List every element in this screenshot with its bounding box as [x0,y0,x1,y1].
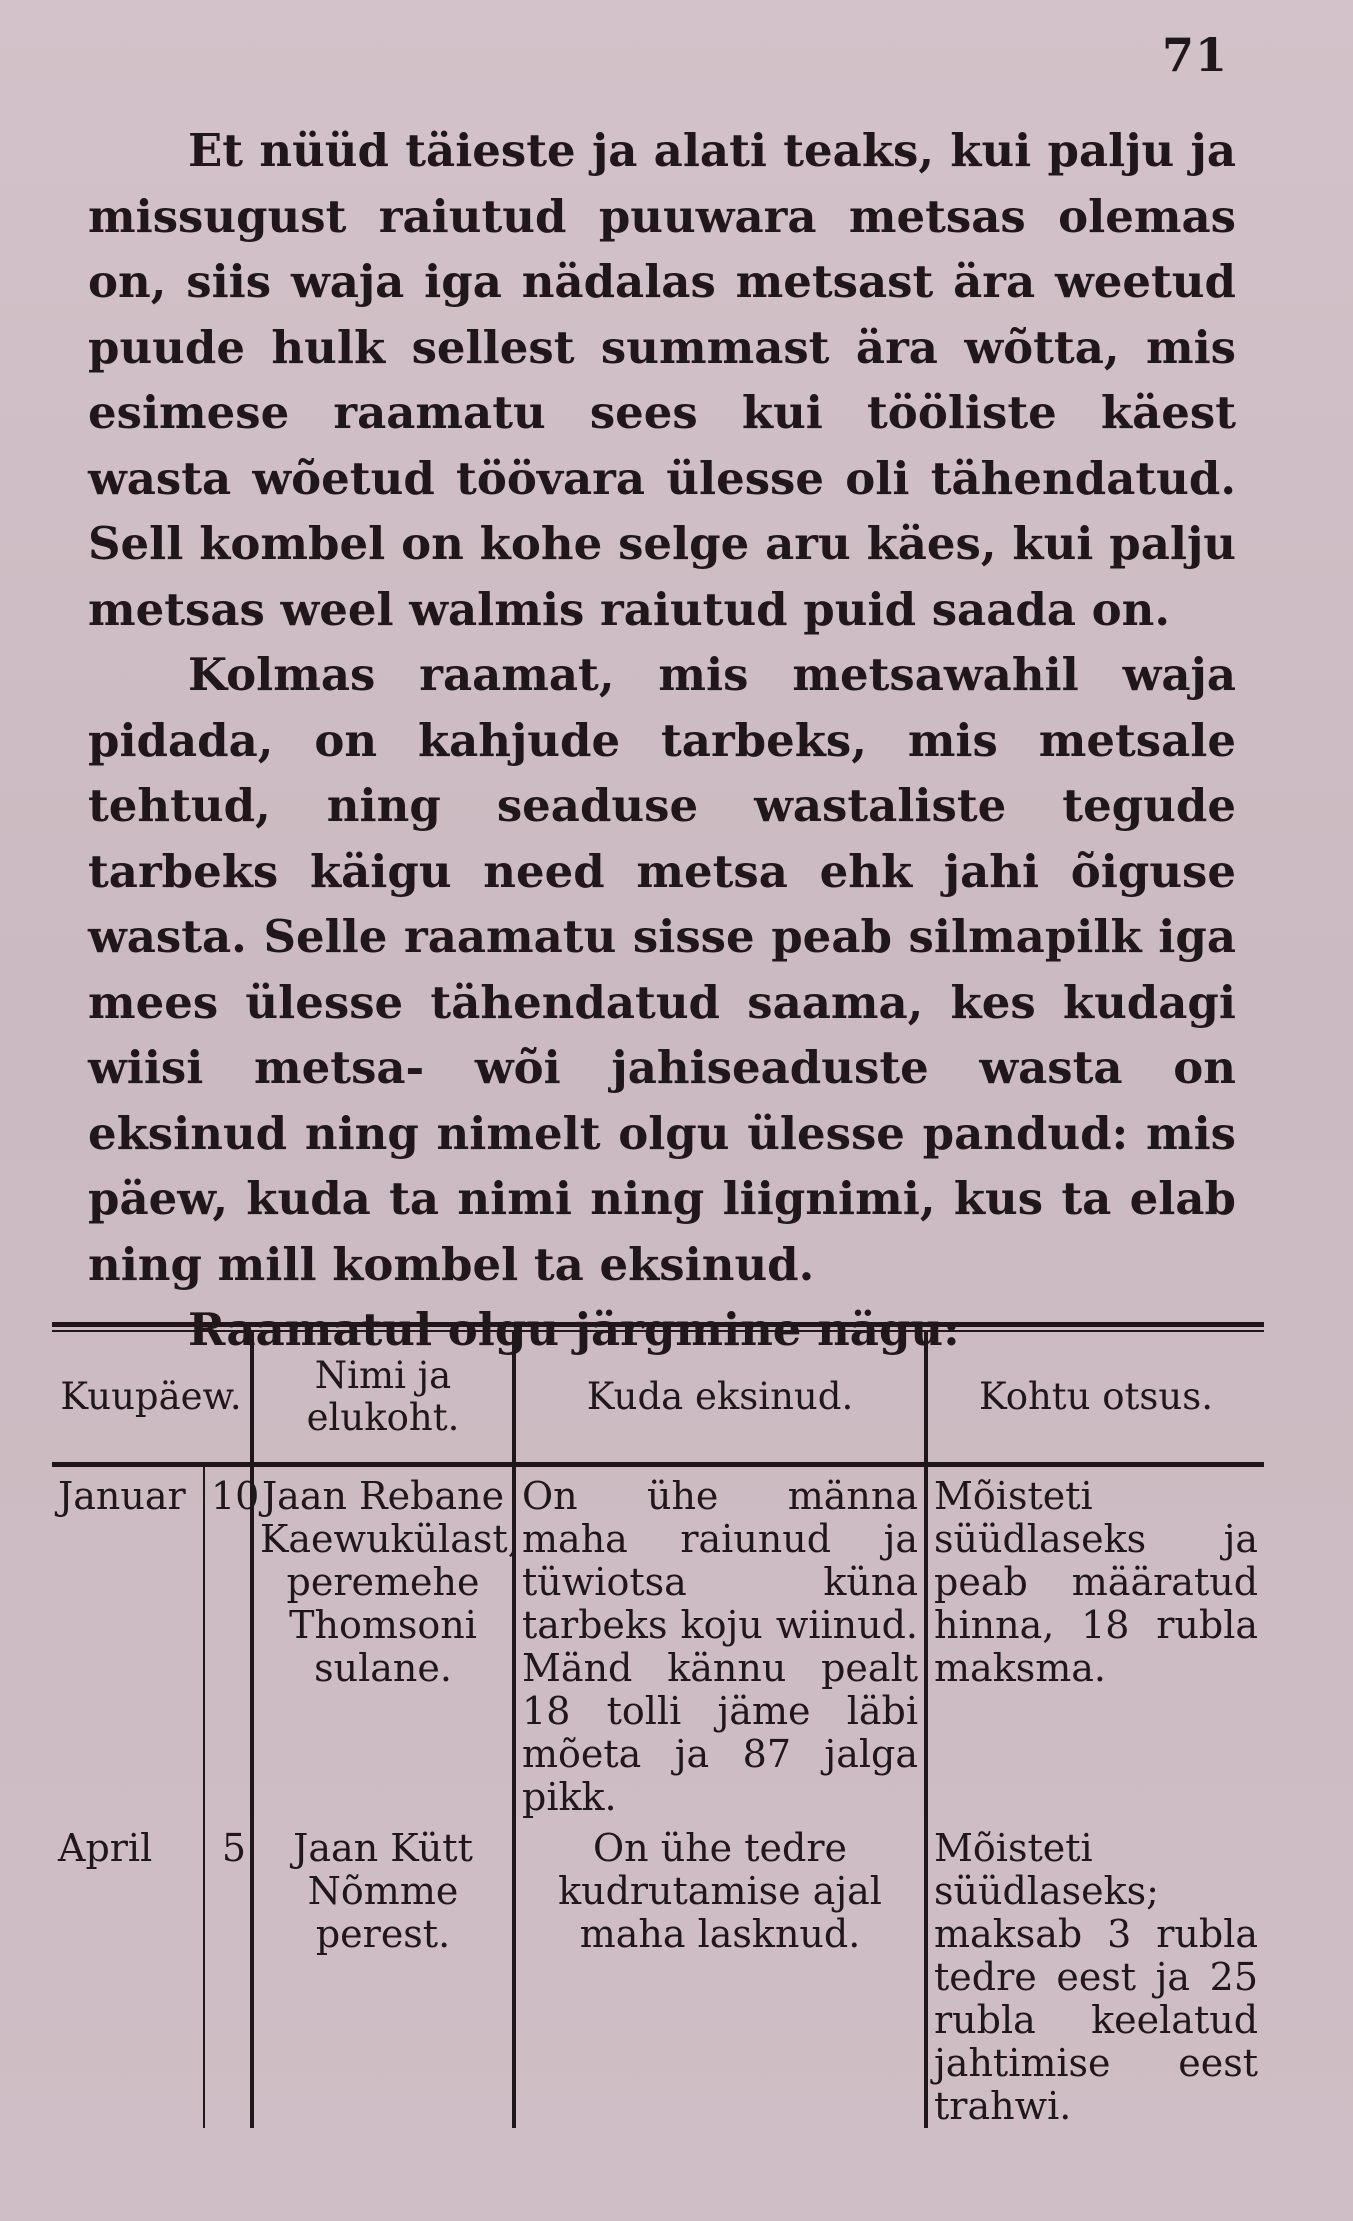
cell-court: Mõisteti süüdlaseks; maksab 3 rubla tedre eest ja 25 rubla keelatud jahtimise eest trahwi. [926,1819,1264,2128]
cell-day: 5 [204,1819,252,2128]
table-top-rule [52,1322,1264,1327]
cell-offense: On ühe tedre kudrutamise ajal maha lasknud. [514,1819,926,2128]
header-offense: Kuda eksinud. [514,1332,926,1465]
header-court: Kohtu otsus. [926,1332,1264,1465]
cell-month: April [58,1826,153,1870]
paragraph-2: Kolmas raamat, mis metsawahil waja pidada, on kahjude tarbeks, mis metsale tehtud, ning seaduse wastaliste tegude tarbeks käigu need metsa ehk jahi õiguse wasta. Selle raamatu sisse peab silmapilk iga mees ülesse tähendatud saama, kes kudagi wiisi metsa- wõi jahiseaduste wasta on eksinud ning nimelt olgu ülesse pandud: mis päew, kuda ta nimi ning liignimi, kus ta elab ning mill kombel ta eksinud. [88,648,1236,1291]
paragraph-3: Raamatul olgu järgmine nägu: [188,1303,960,1356]
cell-court: Mõisteti süüdlaseks ja peab määratud hinna, 18 rubla maksma. [926,1467,1264,1819]
paragraph-1: Et nüüd täieste ja alati teaks, kui palju ja missugust raiutud puuwara metsas olemas on, siis waja iga nädalas metsast ära weetud puude hulk sellest summast ära wõtta, mis esimese raamatu sees kui tööliste käest wasta wõetud töövara ülesse oli tähendatud. Sell kombel on kohe selge aru käes, kui palju metsas weel walmis raiutud puid saada on. [88,124,1236,636]
cell-month: Januar [58,1474,186,1518]
table-header-row [52,1332,1264,1465]
cell-name: Jaan Rebane Kaewukülast, peremehe Thomsoni sulane. [252,1467,514,1819]
table-row [52,1819,1264,2128]
cell-offense: On ühe männa maha raiunud ja tüwiotsa küna tarbeks koju wiinud. Mänd kännu pealt 18 tolli jäme läbi mõeta ja 87 jalga pikk. [514,1467,926,1819]
register-table [52,1322,1264,2128]
table-row [52,1467,1264,1819]
header-name: Nimi ja elukoht. [252,1332,514,1465]
header-date: Kuupäew. [60,1375,242,1418]
cell-name: Jaan Kütt Nõmme perest. [252,1819,514,2128]
cell-day: 10 [204,1467,252,1819]
body-text [88,118,1236,1363]
page-number: 71 [1161,28,1228,82]
